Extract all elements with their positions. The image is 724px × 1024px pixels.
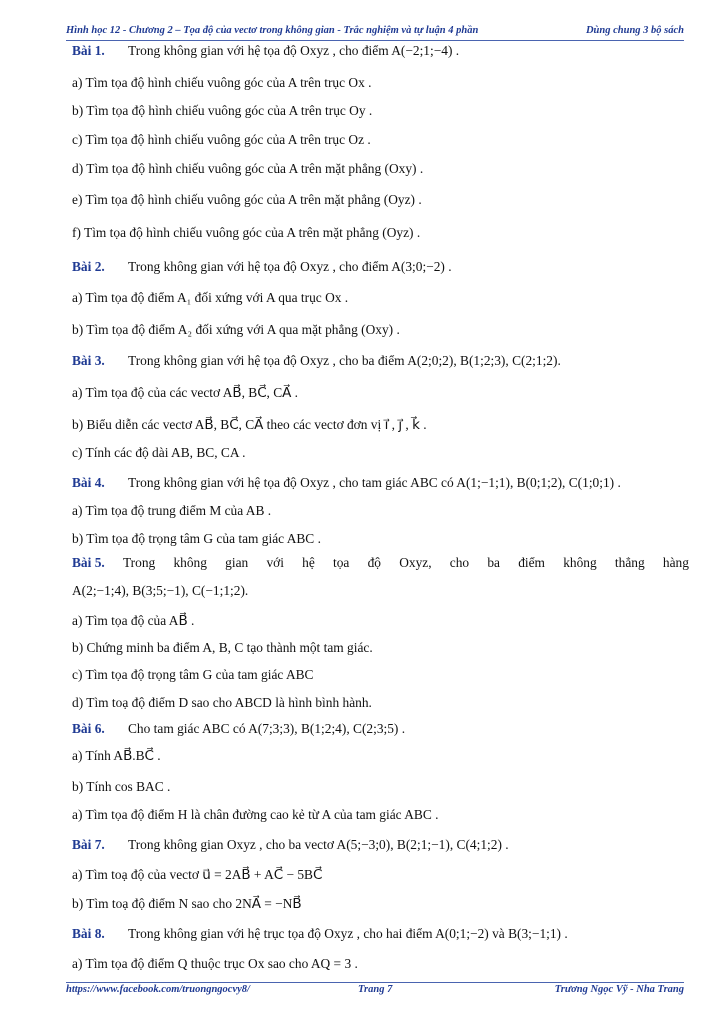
exercise-text: a) Tính AB⃗.BC⃗ . <box>72 748 161 763</box>
exercise-label: Bài 4. <box>72 475 105 490</box>
exercise-text: b) Tìm tọa độ hình chiếu vuông góc của A trên trục Oy . <box>72 103 373 118</box>
exercise-heading-line <box>72 43 689 59</box>
exercise-label: Bài 5. <box>72 555 105 570</box>
exercise-text-line <box>72 225 689 241</box>
page-header <box>66 25 684 41</box>
exercise-text-line <box>72 417 689 433</box>
exercise-text-line <box>72 103 689 119</box>
exercise-heading-line <box>72 926 689 942</box>
page-footer <box>66 984 684 1000</box>
exercise-text-line <box>72 640 689 656</box>
exercise-label: Bài 1. <box>72 43 105 58</box>
exercise-text-line <box>72 867 689 883</box>
exercise-text: A(2;−1;4), B(3;5;−1), C(−1;1;2). <box>72 583 249 598</box>
justified-word: thẳng <box>614 555 645 570</box>
exercise-text: b) Tìm toạ độ điểm N sao cho 2NA⃗ = −NB⃗ <box>72 896 302 911</box>
footer-rule <box>66 982 684 983</box>
justified-word: điểm <box>518 555 545 570</box>
exercise-text: Trong không gian với hệ trục tọa độ Oxyz , cho hai điểm A(0;1;−2) và B(3;−1;1) . <box>128 926 568 941</box>
exercise-label: Bài 3. <box>72 353 105 368</box>
exercise-text: Cho tam giác ABC có A(7;3;3), B(1;2;4), C(2;3;5) . <box>128 721 406 736</box>
exercise-text: a) Tìm tọa độ trung điểm M của AB . <box>72 503 272 518</box>
exercise-text-line <box>72 956 689 972</box>
footer-link[interactable]: https://www.facebook.com/truongngocvy8/ <box>66 984 250 995</box>
exercise-heading-line <box>72 721 689 737</box>
exercise-text: a) Tìm tọa độ điểm Q thuộc trục Ox sao cho AQ = 3 . <box>72 956 358 971</box>
footer-author: Trương Ngọc Vỹ - Nha Trang <box>554 984 684 995</box>
header-note: Dùng chung 3 bộ sách <box>585 25 684 36</box>
exercise-text-line <box>72 161 689 177</box>
justified-word: gian <box>225 555 249 570</box>
header-rule <box>66 40 684 41</box>
justified-word: không <box>173 555 207 570</box>
exercise-text: b) Biểu diễn các vectơ AB⃗, BC⃗, CA⃗ theo các vectơ đơn vị i⃗ , j⃗ , k⃗ . <box>72 417 427 432</box>
justified-word: hàng <box>662 555 689 570</box>
exercise-text-line <box>72 667 689 683</box>
exercise-heading-line <box>72 555 689 571</box>
exercise-text: Trong không gian với hệ tọa độ Oxyz , cho điểm A(3;0;−2) . <box>128 259 452 274</box>
justified-word: cho <box>449 555 470 570</box>
exercise-text: b) Tìm tọa độ trọng tâm G của tam giác ABC . <box>72 531 321 546</box>
justified-word: hệ <box>302 555 315 570</box>
justified-word: không <box>563 555 597 570</box>
exercise-text: d) Tìm tọa độ hình chiếu vuông góc của A trên mặt phẳng (Oxy) . <box>72 161 424 176</box>
exercise-text: e) Tìm tọa độ hình chiếu vuông góc của A trên mặt phẳng (Oyz) . <box>72 192 422 207</box>
exercise-text: a) Tìm tọa độ hình chiếu vuông góc của A trên trục Ox . <box>72 75 372 90</box>
exercise-text: Trong không gian với hệ tọa độ Oxyz , cho ba điểm A(2;0;2), B(1;2;3), C(2;1;2). <box>128 353 561 368</box>
justified-word: tọa <box>333 555 350 570</box>
exercise-heading-line <box>72 475 689 491</box>
exercise-text-line <box>72 896 689 912</box>
exercise-text: c) Tìm tọa độ hình chiếu vuông góc của A trên trục Oz . <box>72 132 371 147</box>
exercise-text: a) Tìm tọa độ của AB⃗ . <box>72 613 195 628</box>
exercise-text-line <box>72 132 689 148</box>
exercise-text-line <box>72 613 689 629</box>
page-number: Trang 7 <box>358 984 393 995</box>
exercise-heading-line <box>72 259 689 275</box>
justified-word: độ <box>367 555 381 570</box>
exercise-text-line <box>72 385 689 401</box>
justified-word: ba <box>487 555 500 570</box>
exercise-heading-line <box>72 353 689 369</box>
exercise-text-line <box>72 290 689 306</box>
exercise-text: d) Tìm toạ độ điểm D sao cho ABCD là hình bình hành. <box>72 695 372 710</box>
exercise-text-line <box>72 748 689 764</box>
exercise-label: Bài 7. <box>72 837 105 852</box>
exercise-text: a) Tìm tọa độ điểm A₁ đối xứng với A qua trục Ox . <box>72 290 349 305</box>
exercise-heading-line <box>72 837 689 853</box>
exercise-text-line <box>72 503 689 519</box>
justified-word: với <box>266 555 284 570</box>
exercise-text-line <box>72 322 689 338</box>
exercise-text: a) Tìm tọa độ điểm H là chân đường cao kẻ từ A của tam giác ABC . <box>72 807 439 822</box>
exercise-text-line <box>72 192 689 208</box>
exercise-text-line <box>72 779 689 795</box>
exercise-text-line <box>72 75 689 91</box>
exercise-label: Bài 8. <box>72 926 105 941</box>
exercise-text-line <box>72 695 689 711</box>
exercise-text: f) Tìm tọa độ hình chiếu vuông góc của A trên mặt phẳng (Oyz) . <box>72 225 421 240</box>
justified-word: Oxyz, <box>399 555 432 570</box>
justified-word: Trong <box>122 555 156 570</box>
exercise-text: Trong không gian Oxyz , cho ba vectơ A(5;−3;0), B(2;1;−1), C(4;1;2) . <box>128 837 509 852</box>
exercise-text: b) Tìm tọa độ điểm A₂ đối xứng với A qua mặt phẳng (Oxy) . <box>72 322 400 337</box>
exercise-text: b) Tính cos BAC . <box>72 779 171 794</box>
exercise-text: b) Chứng minh ba điểm A, B, C tạo thành một tam giác. <box>72 640 373 655</box>
exercise-label: Bài 6. <box>72 721 105 736</box>
exercise-text: a) Tìm tọa độ của các vectơ AB⃗, BC⃗, CA⃗ . <box>72 385 299 400</box>
exercise-text: Trong không gian với hệ tọa độ Oxyz , cho điểm A(−2;1;−4) . <box>128 43 460 58</box>
exercise-text: c) Tìm tọa độ trọng tâm G của tam giác ABC <box>72 667 314 682</box>
exercise-text: c) Tính các độ dài AB, BC, CA . <box>72 445 246 460</box>
exercise-text-line <box>72 583 689 599</box>
exercise-text-line <box>72 445 689 461</box>
exercise-text-line <box>72 807 689 823</box>
exercise-text: Trong không gian với hệ tọa độ Oxyz , cho tam giác ABC có A(1;−1;1), B(0;1;2), C(1;0;1) . <box>128 475 621 490</box>
exercise-text: a) Tìm toạ độ của vectơ u⃗ = 2AB⃗ + AC⃗ − 5BC⃗ <box>72 867 323 882</box>
header-title: Hình học 12 - Chương 2 – Tọa độ của vectơ trong không gian - Trắc nghiệm và tự luận 4 phần <box>66 25 479 36</box>
exercise-label: Bài 2. <box>72 259 105 274</box>
exercise-text-line <box>72 531 689 547</box>
